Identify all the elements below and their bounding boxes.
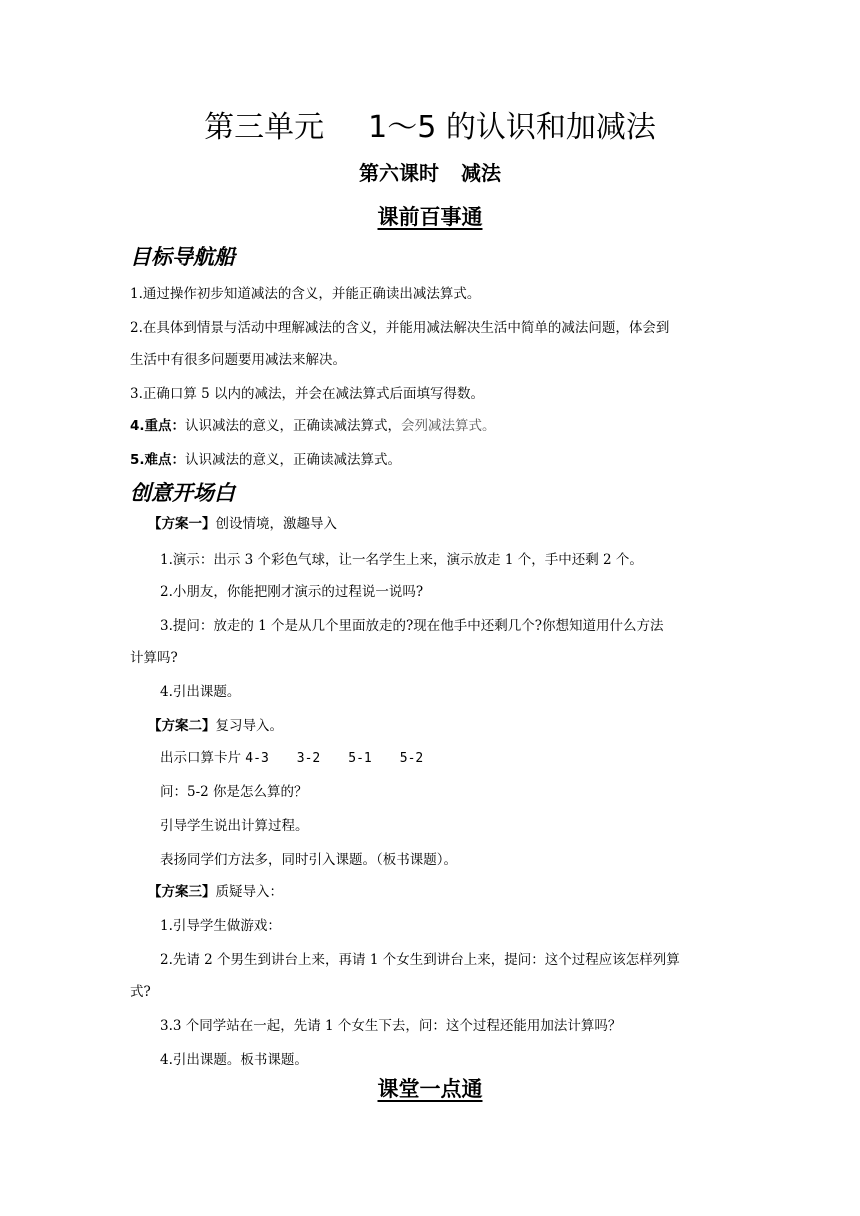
- key-point-label: 4.重点：: [130, 418, 186, 434]
- plan-3-label: 【方案三】: [148, 884, 216, 900]
- opening-heading: 创意开场白: [130, 481, 235, 505]
- plan-2-title: [148, 716, 283, 736]
- plan-1-step-4: 4.引出课题。: [160, 684, 241, 700]
- plan-2-label: 【方案二】: [148, 718, 216, 734]
- plan-1-step-3-line-2: 计算吗?: [130, 650, 178, 666]
- goals-heading: 目标导航船: [130, 245, 235, 269]
- plan-3-name: 质疑导入：: [215, 884, 283, 900]
- plan-3-step-2-line-1: 2.先请 2 个男生到讲台上来，再请 1 个女生到讲台上来，提问：这个过程应该怎样列算: [160, 952, 680, 968]
- plan-3-step-3: 3.3 个同学站在一起，先请 1 个女生下去，问：这个过程还能用加法计算吗？: [160, 1018, 622, 1034]
- unit-title: [0, 108, 860, 148]
- card-4: 5-2: [399, 751, 424, 766]
- plan-1-step-1: 1.演示：出示 3 个彩色气球，让一名学生上来，演示放走 1 个，手中还剩 2 个。: [160, 552, 643, 568]
- goal-key-point: [130, 416, 496, 436]
- card-3: 5-1: [348, 751, 372, 766]
- plan-2-cards: [160, 748, 423, 769]
- section-title-in-class: 课堂一点通: [377, 1077, 483, 1101]
- plan-1-label: 【方案一】: [148, 516, 216, 532]
- goal-item-1: 1.通过操作初步知道减法的含义，并能正确读出减法算式。: [130, 286, 481, 302]
- plan-1-step-3-line-1: 3.提问：放走的 1 个是从几个里面放走的?现在他手中还剩几个?你想知道用什么方法: [160, 618, 664, 634]
- key-point-text-tail: 会列减法算式。: [401, 418, 496, 434]
- unit-number: 第三单元: [204, 110, 325, 145]
- lesson-number: 第六课时: [359, 161, 439, 185]
- difficulty-label: 5.难点：: [130, 452, 186, 468]
- lesson-name: 减法: [461, 161, 501, 185]
- goal-item-3: 3.正确口算 5 以内的减法，并会在减法算式后面填写得数。: [130, 386, 485, 402]
- plan-3-title: [148, 882, 283, 902]
- plan-1-name: 创设情境，激趣导入: [215, 516, 337, 532]
- plan-2-question: 问：5-2 你是怎么算的？: [160, 784, 308, 800]
- card-2: 3-2: [296, 751, 321, 766]
- goal-item-2-line-2: 生活中有很多问题要用减法来解决。: [130, 352, 346, 368]
- plan-2-name: 复习导入。: [215, 718, 283, 734]
- section-title-pre-class: 课前百事通: [377, 205, 483, 229]
- goal-item-2-line-1: 2.在具体到情景与活动中理解减法的含义，并能用减法解决生活中简单的减法问题，体会到: [130, 320, 670, 336]
- plan-1-step-2: 2.小朋友，你能把刚才演示的过程说一说吗?: [160, 584, 424, 600]
- card-1: 4-3: [245, 751, 269, 766]
- plan-2-praise: 表扬同学们方法多，同时引入课题。（板书课题）。: [160, 852, 457, 868]
- plan-3-step-1: 1.引导学生做游戏：: [160, 918, 281, 934]
- plan-1-title: [148, 514, 337, 534]
- cards-label: 出示口算卡片: [160, 750, 241, 766]
- difficulty-text: 认识减法的意义，正确读减法算式。: [185, 452, 402, 468]
- lesson-title: [0, 158, 860, 188]
- plan-3-step-2-line-2: 式?: [130, 984, 151, 1000]
- key-point-text: 认识减法的意义，正确读减法算式，: [185, 418, 402, 434]
- plan-2-guide: 引导学生说出计算过程。: [160, 818, 309, 834]
- unit-topic: 1～5 的认识和加减法: [368, 110, 656, 145]
- plan-3-step-4: 4.引出课题。板书课题。: [160, 1052, 308, 1068]
- goal-difficulty: [130, 450, 401, 470]
